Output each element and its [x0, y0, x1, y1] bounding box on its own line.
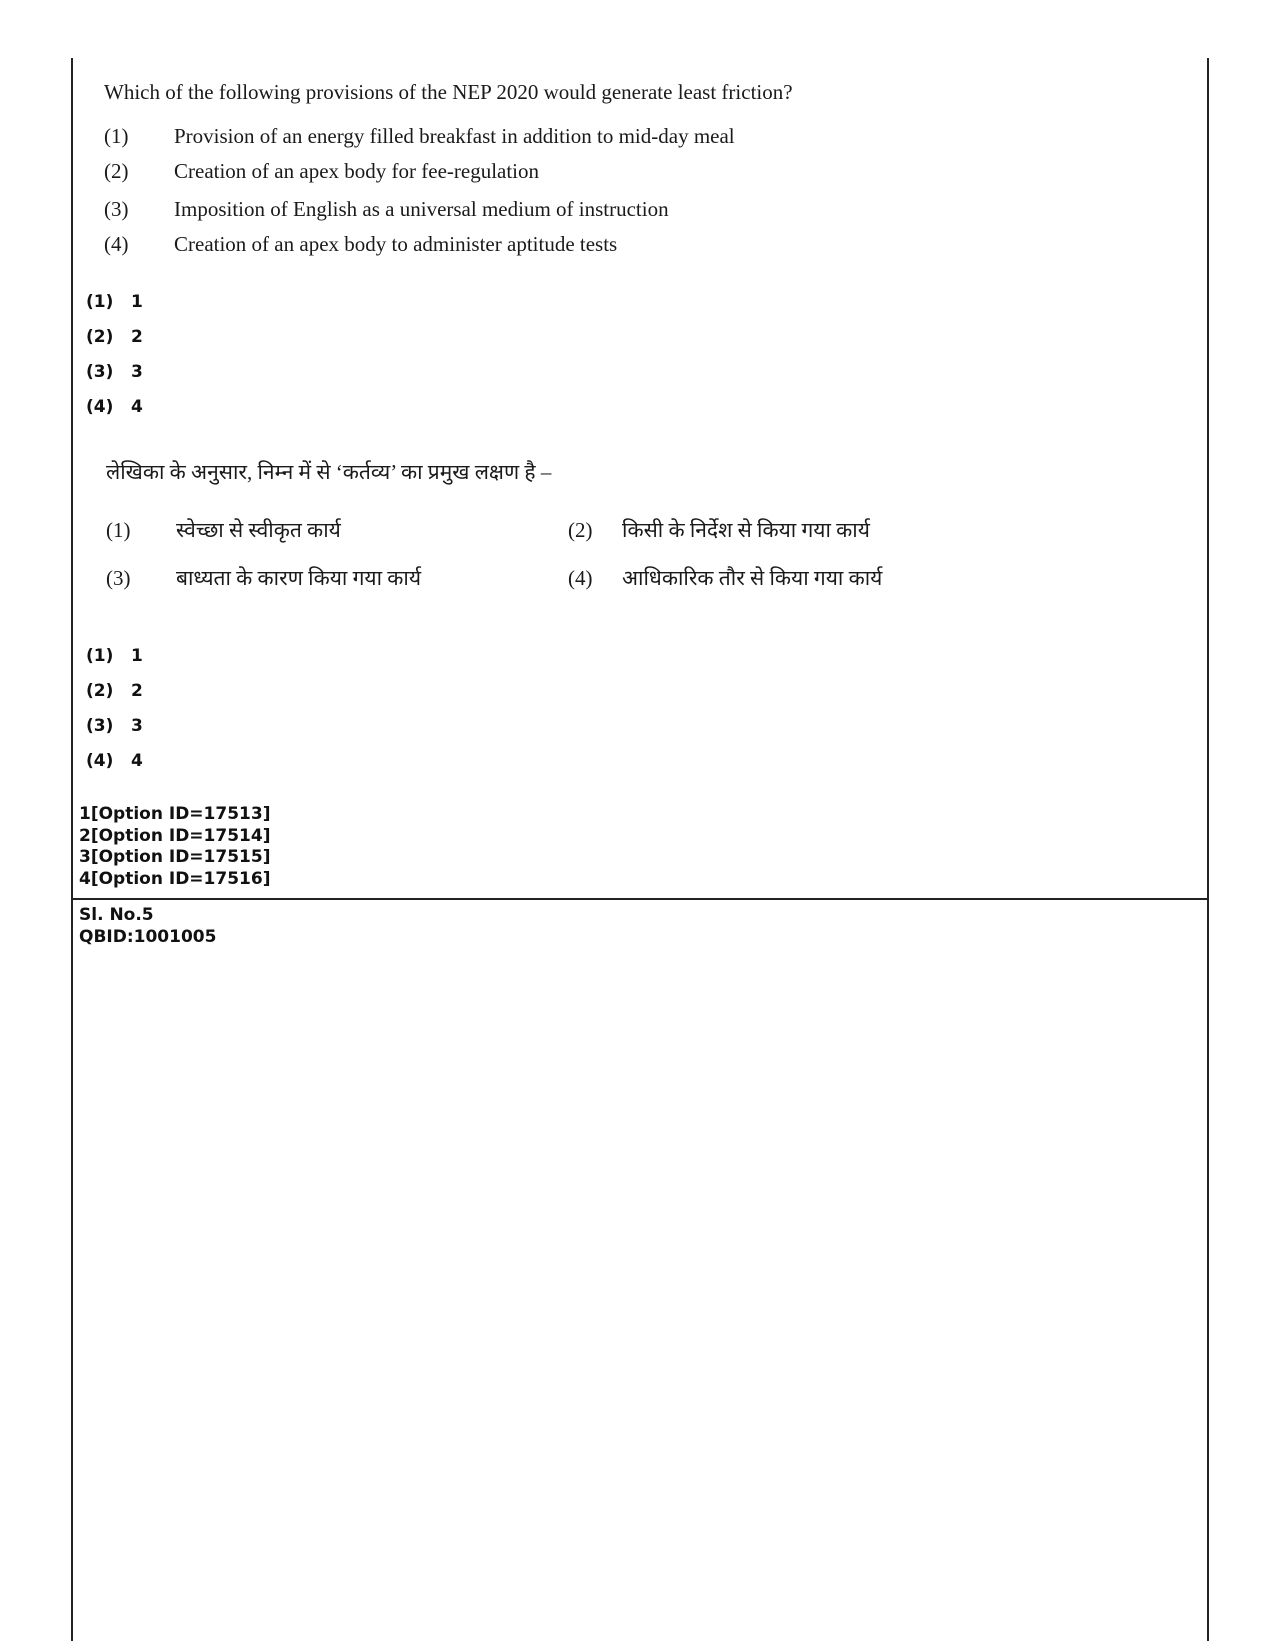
answer-choice[interactable]: (1) 1 — [86, 646, 143, 666]
answer-choice[interactable]: (3) 3 — [86, 362, 143, 382]
option-id-list — [79, 804, 270, 890]
option-id: 3[Option ID=17515] — [79, 847, 271, 867]
answer-choice[interactable]: (2) 2 — [86, 327, 143, 347]
serial-number: Sl. No.5 — [79, 905, 154, 925]
question-2-stem: लेखिका के अनुसार, निम्न में से ‘कर्तव्य’ का प्रमुख लक्षण है – — [106, 460, 552, 484]
answer-choice[interactable]: (1) 1 — [86, 292, 143, 312]
question-1-stem: Which of the following provisions of the NEP 2020 would generate least friction? — [104, 80, 793, 104]
question-1-image: Which of the following provisions of the NEP 2020 would generate least friction? (1) Provision of an energy filled breakfast in addition to mid-day meal (2) Creation of an apex body for fee-regulation (3) Imposition of English as a universal medium of instruction (4) Creation of an apex body to administer aptitude tests — [104, 78, 1194, 268]
answer-choice[interactable]: (4) 4 — [86, 751, 143, 771]
next-question-header — [79, 905, 216, 948]
answer-choice[interactable]: (4) 4 — [86, 397, 143, 417]
option-id: 4[Option ID=17516] — [79, 868, 271, 889]
page-right-border — [1207, 58, 1209, 1641]
page-left-border — [71, 58, 73, 1641]
question-divider — [71, 898, 1209, 900]
answer-choice[interactable]: (3) 3 — [86, 716, 143, 736]
option-id: 1[Option ID=17513] — [79, 804, 271, 824]
question-2-image: लेखिका के अनुसार, निम्न में से ‘कर्तव्य’ का प्रमुख लक्षण है – (1) स्वेच्छा से स्वीकृत कार्य (2) किसी के निर्देश से किया गया कार्य (3) बाध्यता के कारण किया गया कार्य (4) आधिकारिक तौर से किया गया कार्य — [106, 458, 1196, 598]
answer-choice[interactable]: (2) 2 — [86, 681, 143, 701]
qbid: QBID:1001005 — [79, 926, 217, 947]
option-id: 2[Option ID=17514] — [79, 825, 271, 846]
